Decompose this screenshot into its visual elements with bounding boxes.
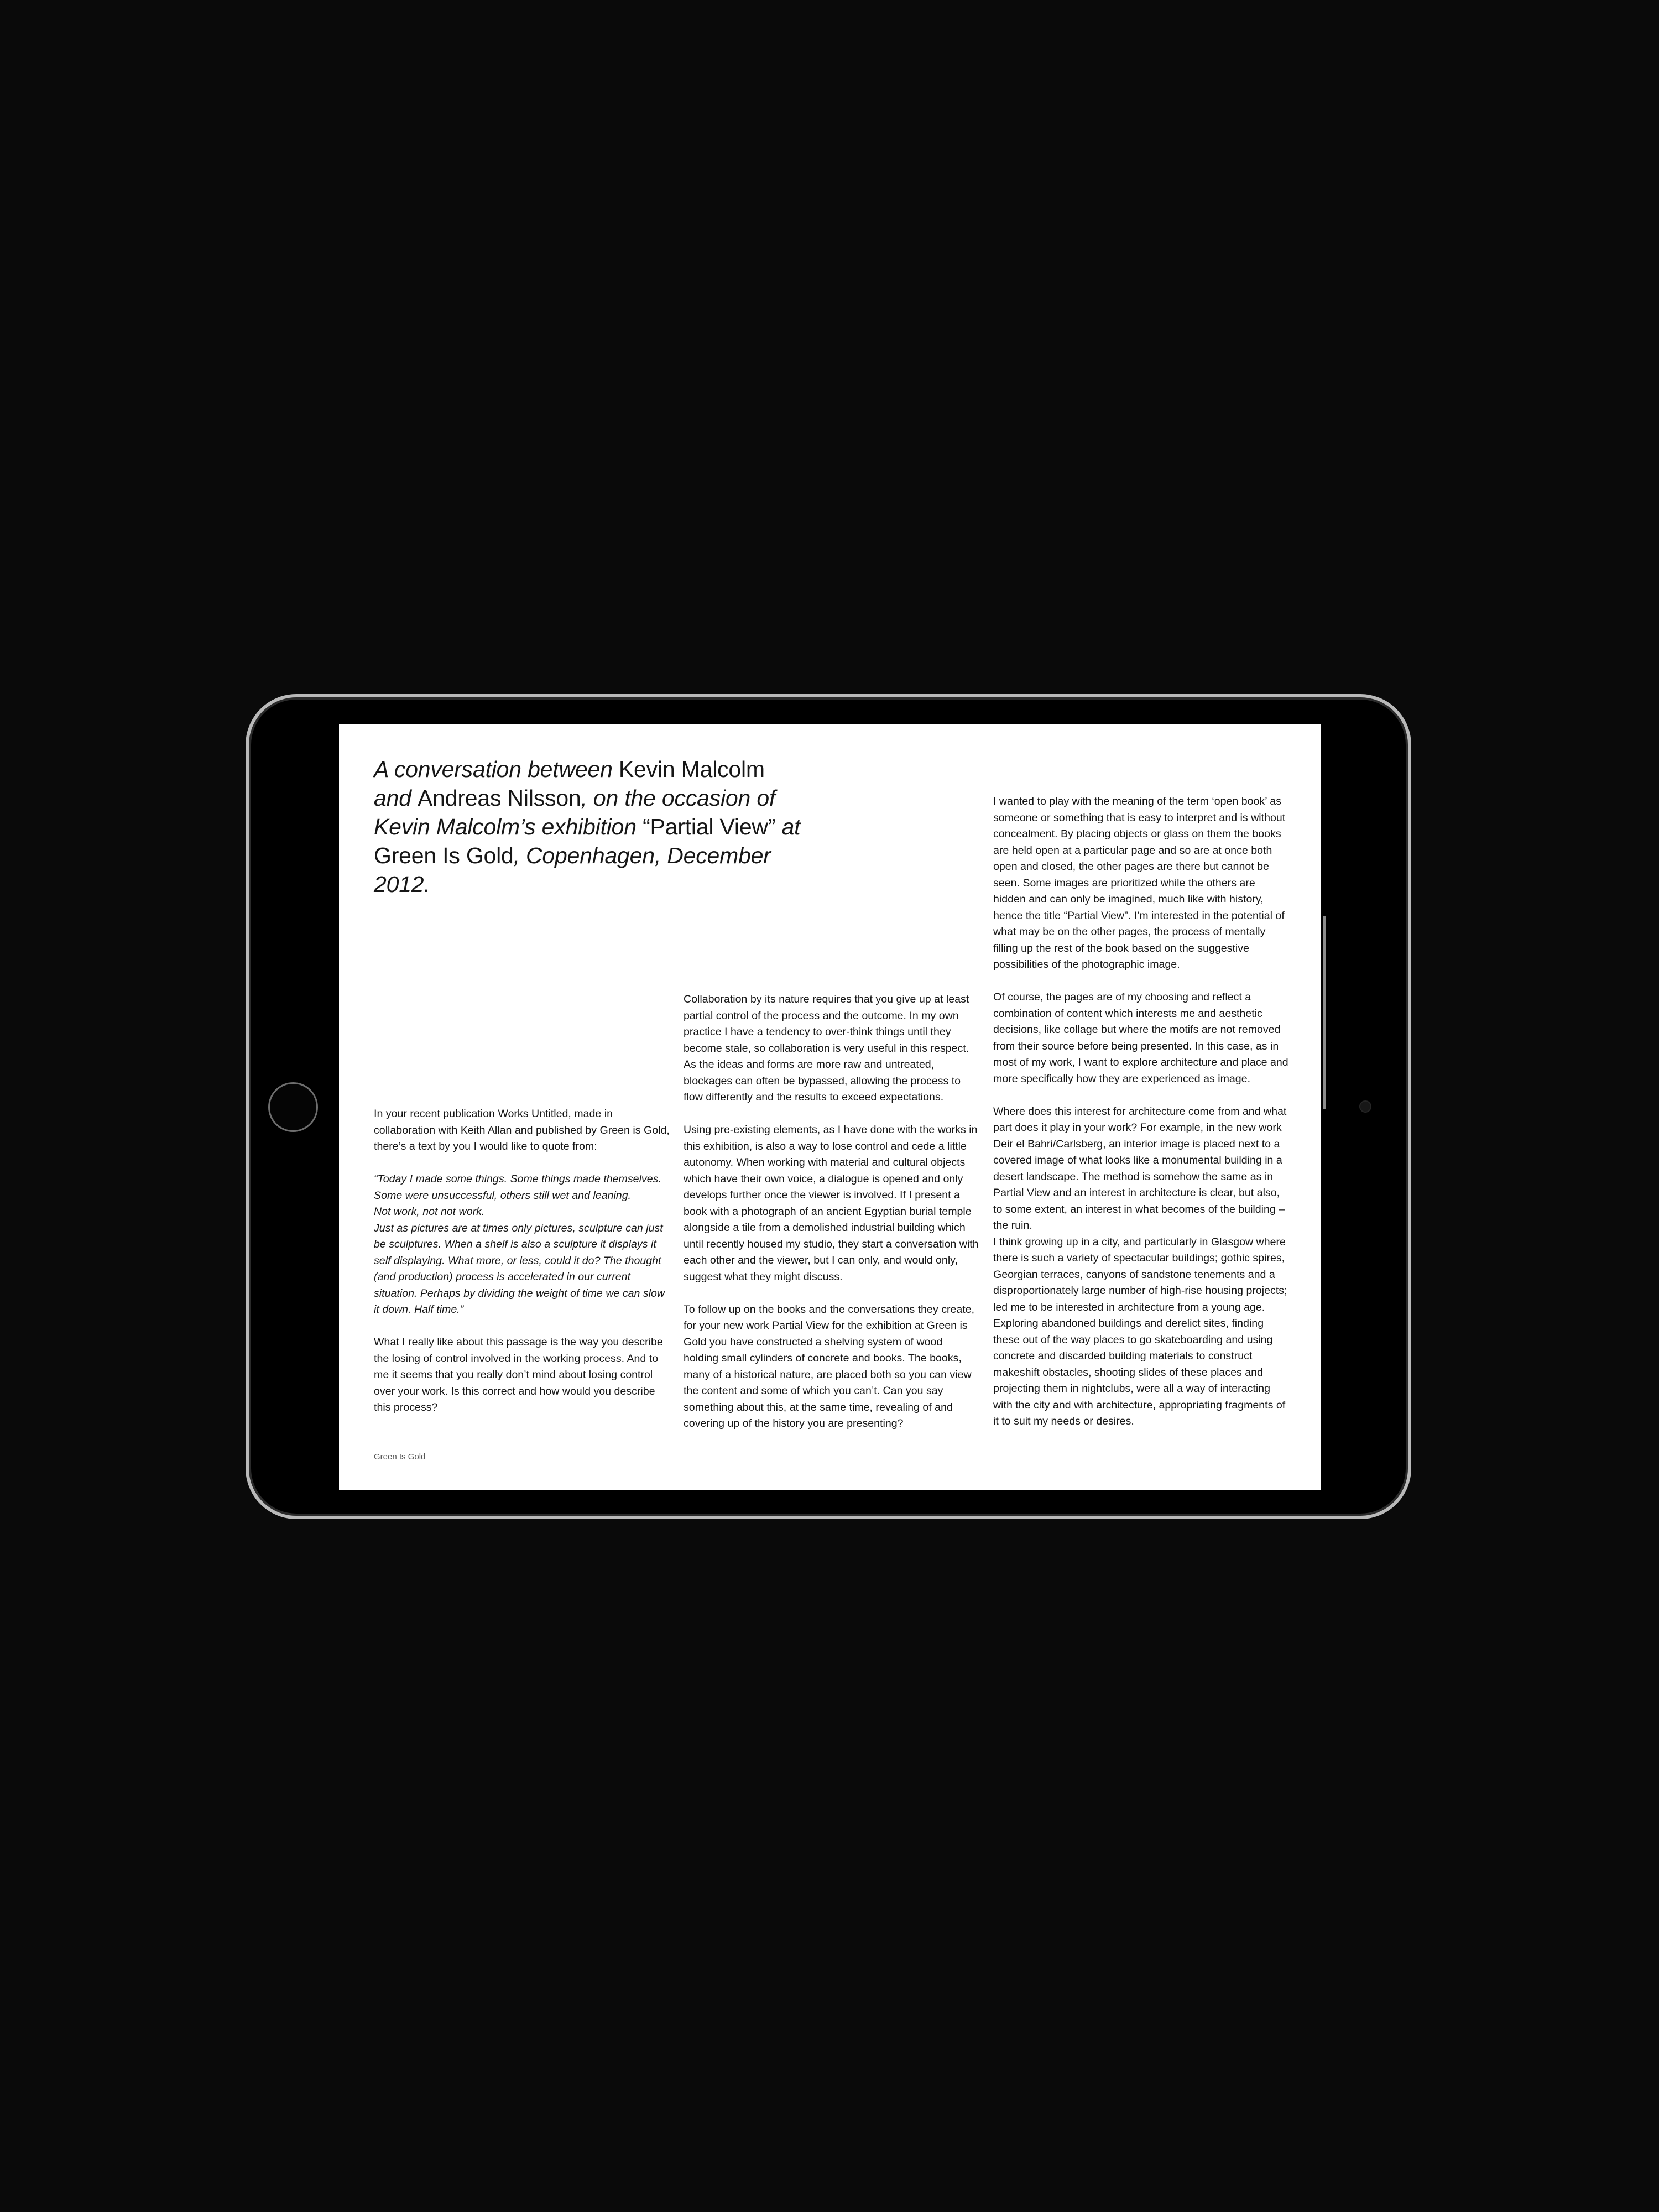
title-text: , on the occasion of Kevin Malcolm’s exhibition: [374, 785, 776, 839]
tablet-side-bar: [1323, 916, 1326, 1109]
paragraph: Collaboration by its nature requires that you give up at least partial control of the process and the outcome. In my own practice I have a tendency to over-think things until they become stale, so collaboration is very useful in this respect. As the ideas and forms are more raw and untreated, blockages can often be bypassed, allowing the process to flow differently and the results to exceed expectations.: [684, 993, 969, 1103]
title-text: , Copenhagen, December 2012.: [374, 843, 771, 897]
text-column-3: [993, 794, 1289, 1446]
quote-line: “Today I made some things. Some things made themselves.: [374, 1173, 661, 1185]
paragraph: To follow up on the books and the conversations they create, for your new work Partial View for the exhibition at Green is Gold you have constructed a shelving system of wood holding small cylinders of concrete and books. The books, many of a historical nature, are placed both so you can view the content and some of which you can’t. Can you say something about this, at the same time, revealing of and covering up of the history you are presenting?: [684, 1303, 975, 1430]
paragraph: Of course, the pages are of my choosing and reflect a combination of content which interests me and aesthetic decisions, like collage but where the motifs are not removed from their source before being presented. In this case, as in most of my work, I want to explore architecture and place and more specifically how they are experienced as image.: [993, 991, 1288, 1085]
title-exhibition: “Partial View”: [643, 814, 776, 839]
paragraph: In your recent publication Works Untitled, made in collaboration with Keith Allan and published by Green is Gold, there’s a text by you I would like to quote from:: [374, 1108, 670, 1152]
text-column-1: [374, 1106, 670, 1432]
page-footer: Green Is Gold: [374, 1452, 426, 1462]
home-button[interactable]: [268, 1082, 318, 1132]
page-title: [374, 755, 816, 899]
text-column-2: [684, 992, 979, 1448]
quote-line: Not work, not not work.: [374, 1206, 485, 1218]
title-text: A conversation between: [374, 757, 619, 782]
paragraph: Where does this interest for architecture come from and what part does it play in your work? For example, in the new work Deir el Bahri/Carlsberg, an interior image is placed next to a covered image of what looks like a monumental building in a desert landscape. The method is somehow the same as in Partial View and an interest in architecture is clear, but also, to some extent, an interest in what becomes of the building – the ruin.: [993, 1105, 1287, 1232]
paragraph: Using pre-existing elements, as I have done with the works in this exhibition, is also a way to lose control and cede a little autonomy. When working with material and cultural objects which have their own voice, a dialogue is opened and only develops further once the viewer is involved. If I present a book with a photograph of an ancient Egyptian burial temple alongside a tile from a demolished industrial building which until recently housed my studio, they start a conversation with each other and the viewer, but I can only, and would only, suggest what they might discuss.: [684, 1124, 979, 1283]
camera-icon: [1359, 1100, 1371, 1113]
document-page[interactable]: [339, 724, 1321, 1490]
paragraph: I think growing up in a city, and particularly in Glasgow where there is such a variety of spectacular buildings; gothic spires, Georgian terraces, canyons of sandstone tenements and a disproportionately large number of high-rise housing projects; led me to be interested in architecture from a young age. Exploring abandoned buildings and derelict sites, finding these out of the way places to go skateboarding and using concrete and discarded building materials to construct makeshift obstacles, shooting slides of these places and projecting them in nightclubs, were all a way of interacting with the city and with architecture, appropriating fragments of it to suit my needs or desires.: [993, 1235, 1287, 1427]
title-text: at: [781, 814, 801, 839]
title-name-2: Andreas Nilsson: [418, 785, 581, 811]
quote-line: Some were unsuccessful, others still wet and leaning.: [374, 1189, 632, 1202]
title-name-1: Kevin Malcolm: [618, 757, 765, 782]
paragraph: I wanted to play with the meaning of the term ‘open book’ as someone or something that is easy to interpret and is without concealment. By placing objects or glass on them the books are held open at a particular page and so are at once both open and closed, the other pages are there but cannot be seen. Some images are prioritized while the others are hidden and can only be imagined, much like with history, hence the title “Partial View”. I’m interested in the potential of what may be on the other pages, the process of mentally filling up the rest of the book based on the suggestive possibilities of the photographic image.: [993, 795, 1286, 971]
title-text: and: [374, 785, 418, 811]
quote-line: Just as pictures are at times only pictures, sculpture can just be sculptures. When a shelf is also a sculpture it displays it self displaying. What more, or less, could it do? The thought (and production) process is accelerated in our current situation. Perhaps by dividing the weight of time we can slow it down. Half time.”: [374, 1222, 665, 1316]
paragraph: What I really like about this passage is the way you describe the losing of control involved in the working process. And to me it seems that you really don’t mind about losing control over your work. Is this correct and how would you describe this process?: [374, 1336, 663, 1413]
title-venue: Green Is Gold: [374, 843, 514, 868]
